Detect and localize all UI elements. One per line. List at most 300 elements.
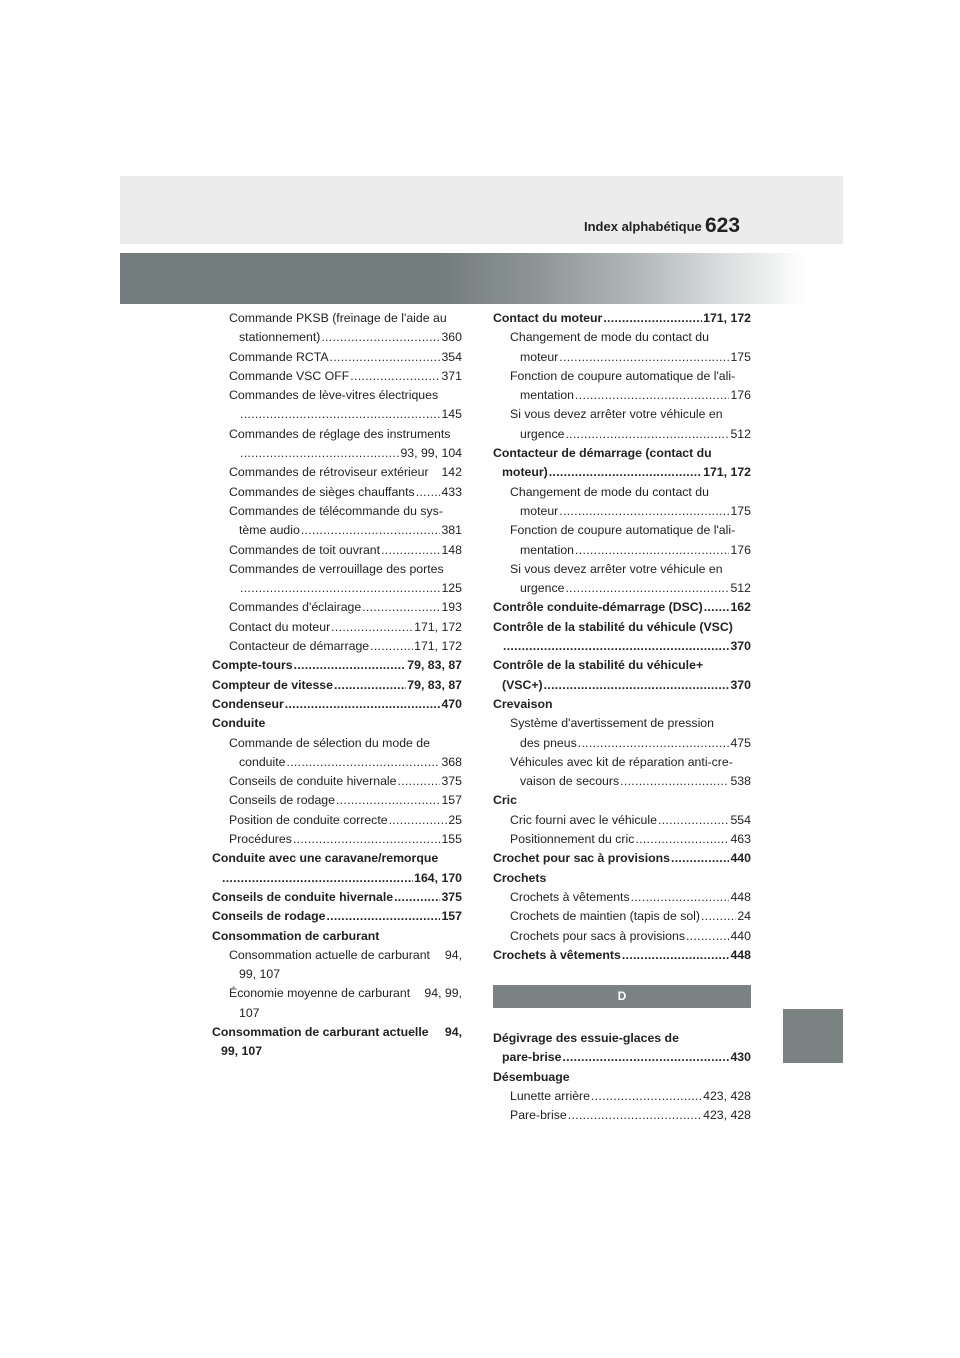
entry-wrap-pages: 99, 107 [239, 967, 281, 982]
entry-row [212, 483, 462, 502]
entry-row [212, 927, 462, 946]
entry-text: Consommation de carburant [212, 928, 380, 943]
entry-row [493, 695, 751, 714]
entry-text: Cric fourni avec le véhicule [510, 812, 657, 827]
index-entry [493, 830, 751, 849]
index-entry [212, 656, 462, 675]
entry-row [212, 367, 462, 386]
entry-text-cont: mentation [520, 388, 575, 403]
entry-text: Contacteur de démarrage [229, 639, 370, 654]
entry-row [212, 984, 462, 1003]
entry-text: Conseils de rodage [212, 909, 326, 924]
index-entry [212, 541, 462, 560]
page-ref: 423, 428 [703, 1108, 751, 1123]
dot-leader [565, 425, 729, 444]
entry-row [212, 791, 462, 810]
index-entry [212, 849, 462, 888]
entry-text: Consommation actuelle de carburant [229, 947, 430, 962]
entry-continuation [493, 348, 751, 367]
entry-text: Changement de mode du contact du [510, 330, 709, 345]
index-entry [212, 425, 462, 464]
page-ref: 368 [441, 754, 462, 769]
dot-leader [397, 772, 440, 791]
entry-text: Contrôle de la stabilité du véhicule+ [493, 658, 704, 673]
entry-row [493, 888, 751, 907]
entry-text: Commandes d'éclairage [229, 600, 362, 615]
entry-text: Crochets [493, 870, 547, 885]
dot-leader [336, 791, 441, 810]
page-ref: 171, 172 [703, 465, 751, 480]
entry-continuation [493, 579, 751, 598]
index-entry [212, 309, 462, 348]
index-entry [212, 598, 462, 617]
entry-text-cont: moteur) [502, 465, 548, 480]
entry-row [212, 830, 462, 849]
index-entry [493, 618, 751, 657]
dot-leader [326, 907, 440, 926]
index-entry [493, 946, 751, 965]
index-entry [493, 560, 751, 599]
entry-text-cont: urgence [520, 426, 565, 441]
entry-continuation [493, 734, 751, 753]
entry-text-cont: conduite [239, 754, 286, 769]
entry-continuation [493, 541, 751, 560]
dot-leader [394, 888, 440, 907]
page-ref: 440 [730, 928, 751, 943]
index-entry [493, 1106, 751, 1125]
dot-leader [671, 849, 729, 868]
entry-text: Système d'avertissement de pression [510, 716, 714, 731]
entry-row [212, 348, 462, 367]
page-ref: 433 [441, 484, 462, 499]
entry-text: Crochets à vêtements [493, 947, 621, 962]
index-entry [493, 927, 751, 946]
page-ref: 176 [730, 542, 751, 557]
entry-row [212, 946, 462, 965]
entry-text: Conseils de rodage [229, 793, 335, 808]
dot-leader [549, 463, 702, 482]
entry-row [493, 444, 751, 463]
index-entry [493, 1087, 751, 1106]
entry-row [493, 927, 751, 946]
entry-row [212, 425, 462, 444]
entry-row [493, 811, 751, 830]
entry-row [493, 309, 751, 328]
entry-text: Changement de mode du contact du [510, 484, 709, 499]
entry-text: Conseils de conduite hivernale [229, 774, 397, 789]
entry-row [212, 618, 462, 637]
entry-row [212, 676, 462, 695]
dot-leader [658, 811, 730, 830]
dot-leader [575, 541, 729, 560]
entry-text: Contrôle conduite-démarrage (DSC) [493, 600, 703, 615]
index-entry [212, 907, 462, 926]
index-entry [493, 483, 751, 522]
dot-leader [704, 598, 730, 617]
entry-text-cont: mentation [520, 542, 575, 557]
entry-row [493, 791, 751, 810]
header-gradient-bar [120, 253, 843, 304]
index-entry [493, 869, 751, 888]
entry-text: Crochets de maintien (tapis de sol) [510, 909, 701, 924]
page-number: 623 [705, 214, 741, 237]
entry-row [212, 386, 462, 405]
page-ref: 94, [444, 947, 462, 962]
dot-leader [603, 309, 702, 328]
entry-continuation [493, 772, 751, 791]
entry-wrap-pages: 107 [239, 1005, 260, 1020]
dot-leader [240, 405, 440, 424]
page-ref: 448 [730, 889, 751, 904]
dot-leader [222, 869, 413, 888]
entry-text: Compteur de vitesse [212, 677, 333, 692]
index-column-right [493, 309, 751, 1126]
index-entry [212, 386, 462, 425]
index-entry [493, 309, 751, 328]
entry-row [212, 811, 462, 830]
entry-text-cont: stationnement) [239, 330, 321, 345]
dot-leader [285, 695, 441, 714]
entry-row [212, 463, 462, 482]
index-entry [212, 348, 462, 367]
index-entry [493, 695, 751, 714]
dot-leader [578, 734, 730, 753]
entry-row [212, 907, 462, 926]
dot-leader [686, 927, 730, 946]
entry-text: Commande PKSB (freinage de l'aide au [229, 311, 447, 325]
entry-row [493, 483, 751, 502]
dot-leader [565, 579, 729, 598]
header-title: Index alphabétique [584, 219, 702, 234]
entry-text: Commandes de rétroviseur extérieur [229, 465, 429, 480]
index-entry [212, 560, 462, 599]
entry-row [493, 1029, 751, 1048]
entry-continuation [212, 579, 462, 598]
dot-leader [575, 386, 729, 405]
entry-row [212, 309, 462, 328]
page-ref: 370 [730, 677, 751, 692]
page-ref: 171, 172 [414, 639, 462, 654]
index-entry [212, 463, 462, 482]
page-ref: 423, 428 [703, 1088, 751, 1103]
entry-row [493, 753, 751, 772]
entry-text: Conseils de conduite hivernale [212, 889, 394, 904]
dot-leader [240, 444, 399, 463]
entry-text: Économie moyenne de carburant [229, 986, 411, 1001]
index-entry [493, 714, 751, 753]
index-entry [212, 367, 462, 386]
entry-text: Fonction de coupure automatique de l'ali- [510, 368, 736, 383]
entry-text: Consommation de carburant actuelle [212, 1024, 429, 1039]
entry-text: Contact du moteur [493, 311, 603, 325]
entry-text: Si vous devez arrêter votre véhicule en [510, 407, 723, 422]
index-entry [212, 888, 462, 907]
dot-leader [293, 830, 441, 849]
index-entry [212, 772, 462, 791]
dot-leader [370, 637, 413, 656]
entry-text-cont: pare-brise [502, 1050, 562, 1065]
index-entry [493, 656, 751, 695]
entry-text: Commande de sélection du mode de [229, 735, 430, 750]
entry-text-cont: moteur [520, 349, 559, 364]
index-column-left [212, 309, 462, 1062]
index-entry [493, 521, 751, 560]
entry-text: Compte-tours [212, 658, 293, 673]
index-entry [493, 888, 751, 907]
page-ref: 176 [730, 388, 751, 403]
entry-text: Commandes de sièges chauffants [229, 484, 415, 499]
entry-row [212, 1023, 462, 1042]
entry-text: Désembuage [493, 1069, 570, 1084]
page-ref: 93, 99, 104 [400, 446, 462, 461]
entry-text: Position de conduite correcte [229, 812, 388, 827]
page-ref: 370 [730, 639, 751, 654]
entry-text: Crochets à vêtements [510, 889, 630, 904]
index-entry [212, 734, 462, 773]
entry-text: Commandes de lève-vitres électriques [229, 388, 439, 403]
page-ref: 94, 99, [424, 986, 462, 1001]
dot-leader [635, 830, 729, 849]
entry-row [212, 695, 462, 714]
entry-text-cont: urgence [520, 581, 565, 596]
entry-continuation [493, 637, 751, 656]
entry-row [493, 560, 751, 579]
entry-text: Fonction de coupure automatique de l'ali- [510, 523, 736, 538]
dot-leader [381, 541, 440, 560]
entry-continuation [493, 502, 751, 521]
entry-row [493, 1106, 751, 1125]
entry-continuation [212, 521, 462, 540]
entry-row [493, 598, 751, 617]
page-ref: 175 [730, 503, 751, 518]
dot-leader [301, 521, 441, 540]
entry-text: Positionnement du cric [510, 832, 635, 847]
dot-leader [568, 1106, 702, 1125]
page-ref: 145 [441, 407, 462, 422]
entry-text-cont: des pneus [520, 735, 577, 750]
dot-leader [631, 888, 730, 907]
page-ref: 554 [730, 812, 751, 827]
entry-continuation [212, 753, 462, 772]
entry-text: Crochet pour sac à provisions [493, 851, 670, 866]
page-ref: 155 [441, 832, 462, 847]
page-ref: 164, 170 [414, 870, 462, 885]
entry-text: Condenseur [212, 696, 284, 711]
entry-continuation [493, 463, 751, 482]
index-entry [212, 502, 462, 541]
index-entry [212, 676, 462, 695]
page-ref: 440 [730, 851, 751, 866]
index-entry [493, 444, 751, 483]
page-ref: 162 [730, 600, 751, 615]
entry-text-cont: (VSC+) [502, 677, 543, 692]
index-entry [212, 1023, 462, 1062]
index-entry [212, 714, 462, 733]
entry-text: Commandes de toit ouvrant [229, 542, 381, 557]
page-ref: 193 [441, 600, 462, 615]
index-entry [493, 791, 751, 810]
index-entry [493, 811, 751, 830]
dot-leader [321, 328, 440, 347]
dot-leader [389, 811, 448, 830]
page-ref: 375 [441, 889, 462, 904]
entry-text: Commande VSC OFF [229, 368, 350, 383]
page-ref: 430 [730, 1050, 751, 1065]
entry-text: Commandes de télécommande du sys- [229, 503, 443, 518]
dot-leader [287, 753, 441, 772]
entry-row [212, 714, 462, 733]
entry-continuation [212, 405, 462, 424]
index-entry [212, 618, 462, 637]
page-ref: 463 [730, 832, 751, 847]
page-ref: 24 [737, 909, 751, 924]
dot-leader [701, 907, 736, 926]
index-entry [212, 811, 462, 830]
entry-row [493, 367, 751, 386]
index-entry [493, 1068, 751, 1087]
entry-text: Conduite [212, 716, 266, 731]
dot-leader [416, 483, 441, 502]
page-ref: 354 [441, 349, 462, 364]
index-entry [493, 849, 751, 868]
index-entry [493, 1029, 751, 1068]
entry-row [212, 772, 462, 791]
entry-text: Conduite avec une caravane/remorque [212, 851, 439, 866]
entry-row [493, 849, 751, 868]
entry-text: Dégivrage des essuie-glaces de [493, 1031, 679, 1046]
entry-continuation [493, 1048, 751, 1067]
dot-leader [240, 579, 440, 598]
entry-text: Commande RCTA [229, 349, 329, 364]
page-ref: 448 [730, 947, 751, 962]
page-ref: 125 [441, 581, 462, 596]
entry-text: Procédures [229, 832, 292, 847]
entry-row [212, 560, 462, 579]
entry-continuation [493, 386, 751, 405]
entry-text-cont: vaison de secours [520, 774, 620, 789]
dot-leader [591, 1087, 702, 1106]
index-entry [212, 927, 462, 946]
index-entry [493, 753, 751, 792]
entry-row [212, 541, 462, 560]
entry-row [493, 830, 751, 849]
entry-text: Contrôle de la stabilité du véhicule (VSC) [493, 619, 733, 634]
dot-leader [544, 676, 730, 695]
index-entry [493, 367, 751, 406]
entry-text: Contact du moteur [229, 619, 331, 634]
dot-leader [503, 637, 729, 656]
page-ref: 157 [441, 793, 462, 808]
entry-row [493, 328, 751, 347]
page-ref: 171, 172 [703, 311, 751, 325]
entry-row [493, 521, 751, 540]
dot-leader [559, 348, 729, 367]
entry-row [212, 888, 462, 907]
page-ref: 360 [441, 330, 462, 345]
index-entry [493, 405, 751, 444]
index-entry [212, 830, 462, 849]
entry-text: Véhicules avec kit de réparation anti-cre- [510, 754, 733, 769]
section-header: D [493, 985, 751, 1008]
page-ref: 470 [441, 696, 462, 711]
index-entry [212, 791, 462, 810]
dot-leader [559, 502, 729, 521]
page-ref: 79, 83, 87 [407, 658, 462, 673]
entry-row [212, 598, 462, 617]
index-entry [212, 483, 462, 502]
entry-wrap-pages: 99, 107 [221, 1044, 263, 1059]
index-entry [493, 907, 751, 926]
page-ref: 171, 172 [414, 619, 462, 634]
section-thumb-tab [783, 1009, 843, 1063]
entry-row [493, 869, 751, 888]
page-ref: 148 [441, 542, 462, 557]
entry-row [212, 637, 462, 656]
index-entry [212, 984, 462, 1023]
index-entry [212, 946, 462, 985]
entry-text: Lunette arrière [510, 1088, 590, 1103]
entry-text: Contacteur de démarrage (contact du [493, 446, 712, 461]
dot-leader [350, 367, 440, 386]
entry-text: Crevaison [493, 696, 553, 711]
entry-row [493, 714, 751, 733]
entry-row [493, 618, 751, 637]
page-ref: 142 [441, 465, 462, 480]
page-ref: 538 [730, 774, 751, 789]
entry-row [212, 502, 462, 521]
page-ref: 381 [441, 523, 462, 538]
entry-row [212, 656, 462, 675]
entry-text: Si vous devez arrêter votre véhicule en [510, 561, 723, 576]
entry-text: Commandes de réglage des instruments [229, 426, 451, 441]
entry-row [493, 907, 751, 926]
entry-row [493, 405, 751, 424]
dot-leader [620, 772, 729, 791]
entry-continuation [493, 676, 751, 695]
page-ref: 475 [730, 735, 751, 750]
entry-text-cont: moteur [520, 503, 559, 518]
dot-leader [622, 946, 730, 965]
page-ref: 375 [441, 774, 462, 789]
index-entry [212, 695, 462, 714]
dot-leader [562, 1048, 729, 1067]
entry-row [493, 946, 751, 965]
page-ref: 25 [448, 812, 462, 827]
entry-row [212, 734, 462, 753]
index-entry [212, 637, 462, 656]
entry-continuation [212, 444, 462, 463]
page-ref: 157 [441, 909, 462, 924]
page-ref: 512 [730, 426, 751, 441]
entry-text: Commandes de verrouillage des portes [229, 561, 444, 576]
entry-continuation [493, 425, 751, 444]
entry-text: Pare-brise [510, 1108, 567, 1123]
entry-continuation [212, 869, 462, 888]
dot-leader [334, 676, 406, 695]
dot-leader [362, 598, 440, 617]
entry-row [493, 1087, 751, 1106]
page-ref: 94, [444, 1024, 462, 1039]
dot-leader [294, 656, 407, 675]
page-ref: 371 [441, 368, 462, 383]
page-ref: 79, 83, 87 [407, 677, 462, 692]
entry-text-cont: tème audio [239, 523, 300, 538]
dot-leader [331, 618, 413, 637]
entry-row [493, 656, 751, 675]
entry-continuation [212, 328, 462, 347]
entry-text: Crochets pour sacs à provisions [510, 928, 685, 943]
dot-leader [330, 348, 441, 367]
